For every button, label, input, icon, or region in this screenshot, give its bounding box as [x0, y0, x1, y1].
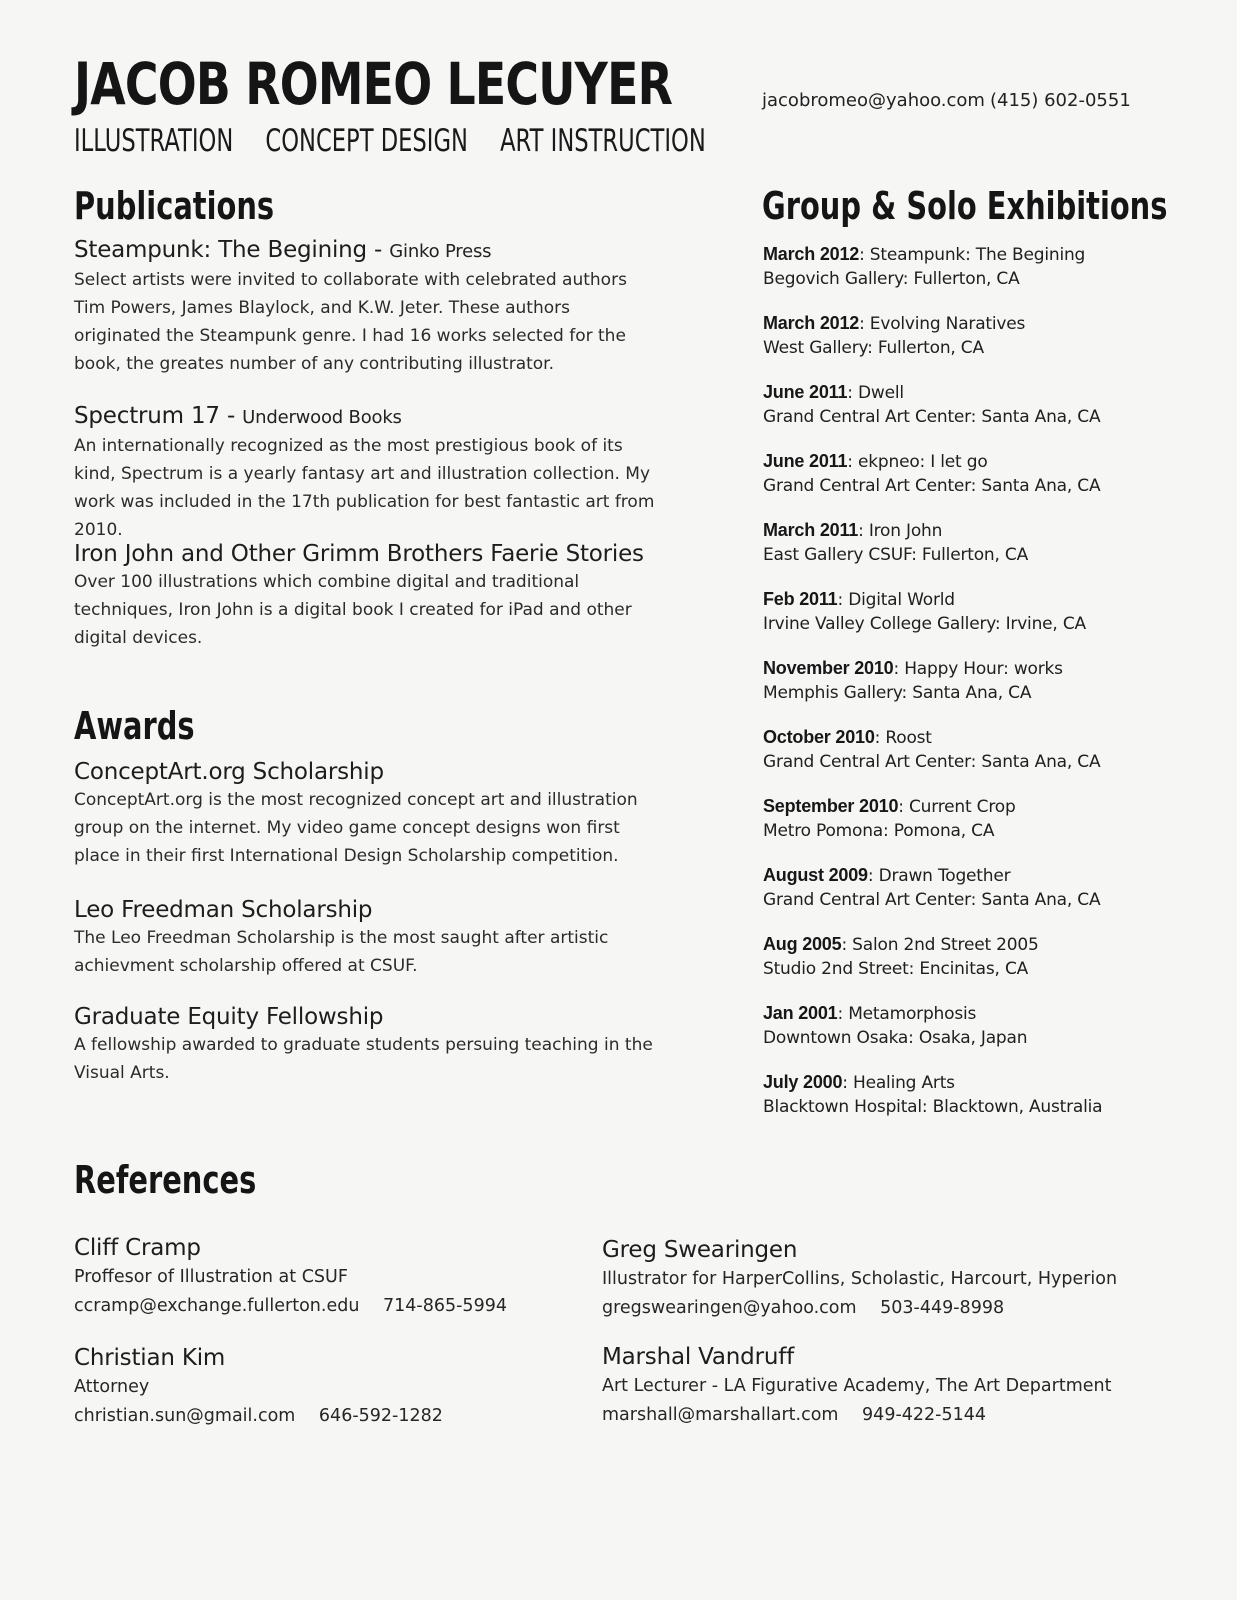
contact-email: jacobromeo@yahoo.com [762, 90, 985, 111]
publication-title: Spectrum 17 - [74, 403, 236, 429]
exhibition-show: Dwell [858, 383, 904, 403]
exhibition-venue: Grand Central Art Center: Santa Ana, CA [763, 752, 1101, 772]
exhibition-date: Jan 2001 [763, 1003, 838, 1023]
award-title: Leo Freedman Scholarship [74, 897, 373, 923]
publication-title: Iron John and Other Grimm Brothers Faerie Stories [74, 541, 644, 567]
reference-phone: 646-592-1282 [318, 1406, 443, 1426]
exhibition-item: November 2010: Happy Hour: works Memphis Gallery: Santa Ana, CA [763, 656, 1183, 705]
exhibition-show: Happy Hour: works [904, 659, 1063, 679]
exhibition-venue: Memphis Gallery: Santa Ana, CA [763, 683, 1032, 703]
reference-role: Art Lecturer - LA Figurative Academy, The Art Department [602, 1376, 1112, 1396]
exhibitions-list [763, 242, 1183, 1139]
award-title: ConceptArt.org Scholarship [74, 759, 384, 785]
exhibition-item: September 2010: Current Crop Metro Pomona: Pomona, CA [763, 794, 1183, 843]
exhibition-item: October 2010: Roost Grand Central Art Center: Santa Ana, CA [763, 725, 1183, 774]
exhibition-date: November 2010 [763, 658, 894, 678]
reference-role: Illustrator for HarperCollins, Scholastic, Harcourt, Hyperion [602, 1269, 1118, 1289]
exhibition-item: Feb 2011: Digital World Irvine Valley College Gallery: Irvine, CA [763, 587, 1183, 636]
exhibition-show: Current Crop [909, 797, 1016, 817]
resume-name: JACOB ROMEO LECUYER [74, 50, 673, 118]
exhibition-venue: Begovich Gallery: Fullerton, CA [763, 269, 1020, 289]
exhibition-venue: West Gallery: Fullerton, CA [763, 338, 984, 358]
tagline [74, 120, 738, 162]
exhibition-show: Digital World [848, 590, 955, 610]
reference-phone: 714-865-5994 [383, 1296, 507, 1316]
tagline-item: ILLUSTRATION [74, 123, 234, 159]
publication-title: Steampunk: The Begining - [74, 237, 383, 263]
publications-heading: Publications [74, 184, 275, 228]
exhibition-date: Feb 2011 [763, 589, 838, 609]
exhibition-show: Evolving Naratives [869, 314, 1026, 334]
exhibition-venue: Grand Central Art Center: Santa Ana, CA [763, 476, 1101, 496]
exhibition-venue: Irvine Valley College Gallery: Irvine, CA [763, 614, 1086, 634]
exhibition-date: June 2011 [763, 451, 848, 471]
exhibition-item: June 2011: ekpneo: I let go Grand Central Art Center: Santa Ana, CA [763, 449, 1183, 498]
exhibition-date: March 2012 [763, 313, 860, 333]
publication-publisher: Underwood Books [242, 407, 402, 428]
exhibition-venue: Downtown Osaka: Osaka, Japan [763, 1028, 1028, 1048]
exhibition-item: July 2000: Healing Arts Blacktown Hospital: Blacktown, Australia [763, 1070, 1183, 1119]
exhibition-venue: Studio 2nd Street: Encinitas, CA [763, 959, 1029, 979]
award-item [74, 758, 674, 870]
reference-name: Christian Kim [74, 1345, 226, 1371]
exhibition-date: October 2010 [763, 727, 875, 747]
exhibitions-heading: Group & Solo Exhibitions [762, 184, 1168, 228]
reference-email: marshall@marshallart.com [602, 1405, 839, 1425]
exhibition-show: Steampunk: The Begining [869, 245, 1086, 265]
reference-role: Attorney [74, 1377, 150, 1397]
exhibition-venue: Grand Central Art Center: Santa Ana, CA [763, 407, 1101, 427]
exhibition-item: March 2012: Evolving Naratives West Gallery: Fullerton, CA [763, 311, 1183, 360]
exhibition-venue: Metro Pomona: Pomona, CA [763, 821, 995, 841]
reference-email: ccramp@exchange.fullerton.edu [74, 1296, 360, 1316]
reference-email: christian.sun@gmail.com [74, 1406, 296, 1426]
tagline-item: ART INSTRUCTION [500, 123, 706, 159]
exhibition-show: ekpneo: I let go [858, 452, 988, 472]
contact-info [762, 88, 1131, 114]
award-description: ConceptArt.org is the most recognized concept art and illustration group on the internet. My video game concept designs won first place in their first International Design Scholarship competition. [74, 790, 638, 866]
reference-name: Marshal Vandruff [602, 1344, 794, 1370]
exhibition-date: March 2011 [763, 520, 859, 540]
exhibition-item: August 2009: Drawn Together Grand Central Art Center: Santa Ana, CA [763, 863, 1183, 912]
contact-phone: (415) 602-0551 [989, 90, 1131, 111]
reference-role: Proffesor of Illustration at CSUF [74, 1267, 348, 1287]
award-description: The Leo Freedman Scholarship is the most saught after artistic achievment scholarship offered at CSUF. [74, 928, 609, 976]
reference-name: Greg Swearingen [602, 1237, 798, 1263]
reference-email: gregswearingen@yahoo.com [602, 1298, 857, 1318]
publication-item [74, 236, 674, 378]
exhibition-venue: Grand Central Art Center: Santa Ana, CA [763, 890, 1101, 910]
exhibition-date: September 2010 [763, 796, 899, 816]
exhibition-show: Salon 2nd Street 2005 [852, 935, 1039, 955]
reference-phone: 503-449-8998 [880, 1298, 1005, 1318]
exhibition-date: July 2000 [763, 1072, 843, 1092]
exhibition-item: June 2011: Dwell Grand Central Art Center: Santa Ana, CA [763, 380, 1183, 429]
exhibition-show: Healing Arts [853, 1073, 955, 1093]
publication-description: An internationally recognized as the most prestigious book of its kind, Spectrum is a yearly fantasy art and illustration collection. My work was included in the 17th publication for best fantastic art from 2010. [74, 436, 655, 540]
exhibition-show: Roost [885, 728, 932, 748]
award-item [74, 896, 674, 980]
awards-heading: Awards [74, 704, 195, 748]
award-description: A fellowship awarded to graduate students persuing teaching in the Visual Arts. [74, 1035, 653, 1083]
publication-item [74, 540, 674, 652]
exhibition-show: Drawn Together [878, 866, 1011, 886]
award-title: Graduate Equity Fellowship [74, 1004, 384, 1030]
reference-item [602, 1342, 1142, 1430]
reference-item [74, 1233, 614, 1321]
exhibition-item: March 2011: Iron John East Gallery CSUF: Fullerton, CA [763, 518, 1183, 567]
exhibition-venue: East Gallery CSUF: Fullerton, CA [763, 545, 1028, 565]
exhibition-show: Iron John [868, 521, 943, 541]
exhibition-item: Aug 2005: Salon 2nd Street 2005 Studio 2nd Street: Encinitas, CA [763, 932, 1183, 981]
exhibition-show: Metamorphosis [848, 1004, 977, 1024]
award-item [74, 1003, 674, 1087]
references-heading: References [74, 1158, 257, 1202]
exhibition-venue: Blacktown Hospital: Blacktown, Australia [763, 1097, 1103, 1117]
exhibition-date: June 2011 [763, 382, 848, 402]
reference-phone: 949-422-5144 [862, 1405, 987, 1425]
reference-item [74, 1343, 614, 1431]
reference-item [602, 1235, 1142, 1323]
publication-publisher: Ginko Press [389, 241, 492, 262]
publication-item [74, 402, 674, 544]
publication-description: Select artists were invited to collaborate with celebrated authors Tim Powers, James Blaylock, and K.W. Jeter. These authors originated the Steampunk genre. I had 16 works selected for the book, the greates number of any contributing illustrator. [74, 270, 627, 374]
exhibition-item: March 2012: Steampunk: The Begining Begovich Gallery: Fullerton, CA [763, 242, 1183, 291]
exhibition-date: Aug 2005 [763, 934, 842, 954]
tagline-item: CONCEPT DESIGN [265, 123, 468, 159]
exhibition-date: August 2009 [763, 865, 868, 885]
exhibition-item: Jan 2001: Metamorphosis Downtown Osaka: Osaka, Japan [763, 1001, 1183, 1050]
exhibition-date: March 2012 [763, 244, 860, 264]
publication-description: Over 100 illustrations which combine digital and traditional techniques, Iron John is a digital book I created for iPad and other digital devices. [74, 572, 632, 648]
reference-name: Cliff Cramp [74, 1235, 201, 1261]
